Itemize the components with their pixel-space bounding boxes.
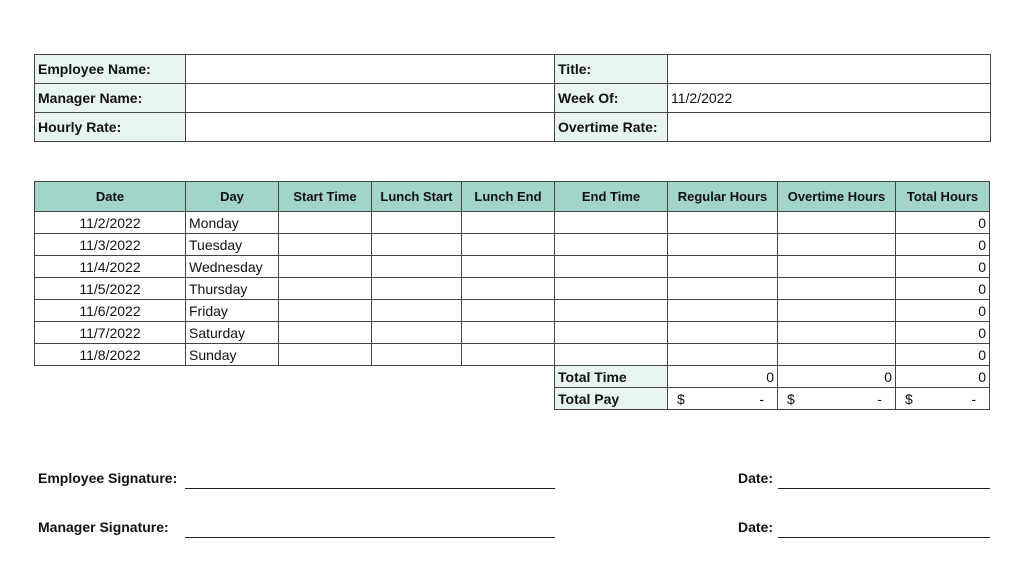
hourly-rate-field[interactable] xyxy=(186,113,555,142)
column-header-start-time: Start Time xyxy=(279,182,372,212)
column-header-regular-hours: Regular Hours xyxy=(668,182,778,212)
date-cell: 11/6/2022 xyxy=(35,300,186,322)
regular-hours-cell[interactable] xyxy=(668,322,778,344)
manager-signature-label: Manager Signature: xyxy=(38,519,169,535)
lunch-end-cell[interactable] xyxy=(462,234,555,256)
overtime-hours-cell[interactable] xyxy=(778,278,896,300)
overtime-hours-cell[interactable] xyxy=(778,322,896,344)
title-label: Title: xyxy=(555,55,668,84)
week-of-field[interactable]: 11/2/2022 xyxy=(668,84,991,113)
total-hours-cell: 0 xyxy=(896,344,990,366)
column-header-date: Date xyxy=(35,182,186,212)
spacer-cell xyxy=(35,388,555,410)
currency-symbol: $ xyxy=(677,390,685,407)
spacer-cell xyxy=(35,366,555,388)
info-row xyxy=(35,55,991,84)
total-pay-row xyxy=(35,388,990,410)
day-cell: Wednesday xyxy=(186,256,279,278)
table-row xyxy=(35,278,990,300)
start-time-cell[interactable] xyxy=(279,212,372,234)
column-header-overtime-hours: Overtime Hours xyxy=(778,182,896,212)
total-hours-cell: 0 xyxy=(896,256,990,278)
date-cell: 11/7/2022 xyxy=(35,322,186,344)
start-time-cell[interactable] xyxy=(279,300,372,322)
timesheet-table xyxy=(34,181,990,410)
column-header-total-hours: Total Hours xyxy=(896,182,990,212)
title-field[interactable] xyxy=(668,55,991,84)
column-header-lunch-start: Lunch Start xyxy=(372,182,462,212)
lunch-end-cell[interactable] xyxy=(462,212,555,234)
date-cell: 11/8/2022 xyxy=(35,344,186,366)
regular-hours-cell[interactable] xyxy=(668,278,778,300)
manager-name-label: Manager Name: xyxy=(35,84,186,113)
day-cell: Sunday xyxy=(186,344,279,366)
date-cell: 11/2/2022 xyxy=(35,212,186,234)
lunch-end-cell[interactable] xyxy=(462,256,555,278)
end-time-cell[interactable] xyxy=(555,256,668,278)
total-hours-cell: 0 xyxy=(896,212,990,234)
table-row xyxy=(35,344,990,366)
info-row xyxy=(35,113,991,142)
end-time-cell[interactable] xyxy=(555,300,668,322)
start-time-cell[interactable] xyxy=(279,344,372,366)
regular-hours-cell[interactable] xyxy=(668,256,778,278)
total-time-row xyxy=(35,366,990,388)
table-row xyxy=(35,322,990,344)
start-time-cell[interactable] xyxy=(279,278,372,300)
table-row xyxy=(35,256,990,278)
column-header-lunch-end: Lunch End xyxy=(462,182,555,212)
employee-signature-label: Employee Signature: xyxy=(38,470,178,486)
total-pay-label: Total Pay xyxy=(555,388,668,410)
currency-symbol: $ xyxy=(905,390,913,407)
overtime-rate-label: Overtime Rate: xyxy=(555,113,668,142)
week-of-label: Week Of: xyxy=(555,84,668,113)
manager-name-field[interactable] xyxy=(186,84,555,113)
manager-date-line[interactable] xyxy=(778,537,990,538)
overtime-hours-cell[interactable] xyxy=(778,234,896,256)
total-pay-cell xyxy=(896,388,990,410)
employee-name-label: Employee Name: xyxy=(35,55,186,84)
regular-pay-value: - xyxy=(759,390,764,407)
end-time-cell[interactable] xyxy=(555,344,668,366)
total-time-label: Total Time xyxy=(555,366,668,388)
manager-date-label: Date: xyxy=(738,519,774,535)
regular-pay-cell xyxy=(668,388,778,410)
day-cell: Tuesday xyxy=(186,234,279,256)
lunch-start-cell[interactable] xyxy=(372,300,462,322)
column-header-end-time: End Time xyxy=(555,182,668,212)
total-regular-hours: 0 xyxy=(668,366,778,388)
employee-info-table xyxy=(34,54,991,142)
day-cell: Friday xyxy=(186,300,279,322)
table-row xyxy=(35,234,990,256)
employee-date-label: Date: xyxy=(738,470,774,486)
start-time-cell[interactable] xyxy=(279,256,372,278)
lunch-start-cell[interactable] xyxy=(372,256,462,278)
lunch-start-cell[interactable] xyxy=(372,322,462,344)
overtime-hours-cell[interactable] xyxy=(778,256,896,278)
start-time-cell[interactable] xyxy=(279,234,372,256)
total-hours-cell: 0 xyxy=(896,234,990,256)
employee-signature-line[interactable] xyxy=(185,488,555,489)
lunch-start-cell[interactable] xyxy=(372,344,462,366)
hourly-rate-label: Hourly Rate: xyxy=(35,113,186,142)
start-time-cell[interactable] xyxy=(279,322,372,344)
regular-hours-cell[interactable] xyxy=(668,212,778,234)
overtime-pay-cell xyxy=(778,388,896,410)
total-hours-cell: 0 xyxy=(896,300,990,322)
total-pay-value: - xyxy=(971,390,976,407)
lunch-end-cell[interactable] xyxy=(462,300,555,322)
timesheet-header-row xyxy=(35,182,990,212)
lunch-end-cell[interactable] xyxy=(462,278,555,300)
lunch-start-cell[interactable] xyxy=(372,212,462,234)
regular-hours-cell[interactable] xyxy=(668,300,778,322)
end-time-cell[interactable] xyxy=(555,212,668,234)
total-hours-cell: 0 xyxy=(896,278,990,300)
date-cell: 11/3/2022 xyxy=(35,234,186,256)
lunch-end-cell[interactable] xyxy=(462,322,555,344)
employee-date-line[interactable] xyxy=(778,488,990,489)
overtime-pay-value: - xyxy=(877,390,882,407)
total-hours-cell: 0 xyxy=(896,322,990,344)
overtime-hours-cell[interactable] xyxy=(778,344,896,366)
overtime-hours-cell[interactable] xyxy=(778,300,896,322)
info-row xyxy=(35,84,991,113)
date-cell: 11/4/2022 xyxy=(35,256,186,278)
date-cell: 11/5/2022 xyxy=(35,278,186,300)
lunch-end-cell[interactable] xyxy=(462,344,555,366)
lunch-start-cell[interactable] xyxy=(372,278,462,300)
total-overtime-hours: 0 xyxy=(778,366,896,388)
end-time-cell[interactable] xyxy=(555,234,668,256)
employee-name-field[interactable] xyxy=(186,55,555,84)
manager-signature-line[interactable] xyxy=(185,537,555,538)
end-time-cell[interactable] xyxy=(555,278,668,300)
table-row xyxy=(35,300,990,322)
regular-hours-cell[interactable] xyxy=(668,344,778,366)
column-header-day: Day xyxy=(186,182,279,212)
currency-symbol: $ xyxy=(787,390,795,407)
overtime-hours-cell[interactable] xyxy=(778,212,896,234)
end-time-cell[interactable] xyxy=(555,322,668,344)
lunch-start-cell[interactable] xyxy=(372,234,462,256)
day-cell: Monday xyxy=(186,212,279,234)
regular-hours-cell[interactable] xyxy=(668,234,778,256)
total-hours-sum: 0 xyxy=(896,366,990,388)
day-cell: Saturday xyxy=(186,322,279,344)
overtime-rate-field[interactable] xyxy=(668,113,991,142)
table-row xyxy=(35,212,990,234)
day-cell: Thursday xyxy=(186,278,279,300)
